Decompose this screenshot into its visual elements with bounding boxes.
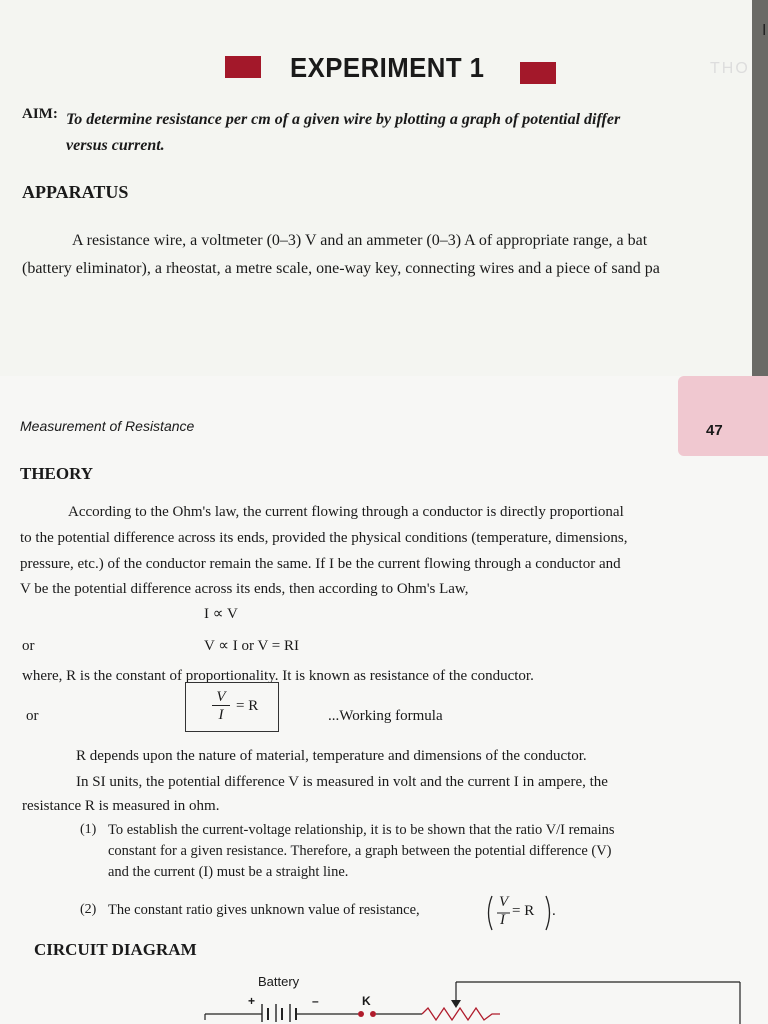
working-formula-label: ...Working formula (328, 708, 443, 724)
or-label-1: or (22, 638, 35, 654)
ratio-equals-r: = R (512, 903, 535, 919)
or-label-2: or (26, 708, 39, 724)
list-number-1: (1) (80, 822, 97, 837)
list-number-2: (2) (80, 902, 97, 917)
aim-label: AIM: (22, 106, 58, 122)
working-formula-box (185, 682, 279, 732)
aim-line-2: versus current. (66, 137, 165, 154)
circuit-diagram-heading: CIRCUIT DIAGRAM (34, 940, 197, 959)
list-item-1-line-2: constant for a given resistance. Therefore, a graph between the potential difference (V) (108, 843, 612, 859)
theory-line-1: According to the Ohm's law, the current flowing through a conductor is directly proportional (68, 504, 624, 520)
page-number: 47 (706, 422, 723, 439)
title-marker-right (520, 62, 556, 84)
faint-corner-text: THO (710, 60, 750, 77)
ratio-expression (484, 894, 554, 932)
battery-icon (262, 1004, 296, 1022)
rheostat-arrow-icon (451, 1000, 461, 1008)
theory-heading: THEORY (20, 464, 94, 483)
formula-fraction (212, 689, 230, 724)
battery-label: Battery (258, 974, 300, 989)
formula-denominator: I (218, 707, 224, 723)
page-edge-shadow (752, 0, 768, 376)
battery-minus-sign: – (312, 994, 319, 1008)
formula-numerator: V (212, 689, 230, 706)
apparatus-line-1: A resistance wire, a voltmeter (0–3) V and an ammeter (0–3) A of appropriate range, a bat (72, 232, 648, 249)
key-terminal-left-icon (358, 1011, 364, 1017)
ratio-end-period: . (552, 903, 556, 919)
edge-char: I (762, 22, 767, 39)
list-item-2-line-1: The constant ratio gives unknown value of resistance, (108, 902, 420, 918)
si-line-1: In SI units, the potential difference V is measured in volt and the current I in ampere, the (76, 774, 608, 790)
experiment-title: EXPERIMENT 1 (290, 52, 485, 83)
title-marker-left (225, 56, 261, 78)
where-line: where, R is the constant of proportionality. It is known as resistance of the conductor. (22, 668, 534, 684)
circuit-diagram (200, 976, 760, 1024)
r-depends-line: R depends upon the nature of material, temperature and dimensions of the conductor. (76, 748, 587, 764)
theory-line-3: pressure, etc.) of the conductor remain the same. If I be the current flowing through a conductor and (20, 556, 621, 572)
theory-line-2: to the potential difference across its ends, provided the physical conditions (temperature, dimensions, (20, 530, 628, 546)
list-item-1-line-3: and the current (I) must be a straight line. (108, 864, 349, 880)
apparatus-heading: APPARATUS (22, 182, 129, 202)
apparatus-line-2: (battery eliminator), a rheostat, a metre scale, one-way key, connecting wires and a piece of sand pa (22, 260, 660, 277)
list-item-1-line-1: To establish the current-voltage relationship, it is to be shown that the ratio V/I remains (108, 822, 615, 838)
rheostat-icon (422, 1008, 500, 1020)
equation-ohms-law: V ∝ I or V = RI (204, 638, 300, 654)
si-line-2: resistance R is measured in ohm. (22, 798, 220, 814)
theory-line-4: V be the potential difference across its ends, then according to Ohm's Law, (20, 581, 469, 597)
formula-equals-r: = R (236, 698, 259, 714)
page-number-tab (678, 376, 768, 456)
running-head: Measurement of Resistance (20, 418, 195, 434)
ratio-denominator: I (500, 912, 505, 928)
bottom-page (0, 376, 768, 1024)
top-page (0, 0, 752, 376)
equation-proportional: I ∝ V (204, 606, 238, 622)
ratio-numerator: V (499, 894, 509, 910)
key-terminal-right-icon (370, 1011, 376, 1017)
battery-plus-sign: + (248, 994, 256, 1008)
key-label: K (362, 994, 371, 1008)
aim-line-1: To determine resistance per cm of a given wire by plotting a graph of potential differ (66, 111, 621, 128)
